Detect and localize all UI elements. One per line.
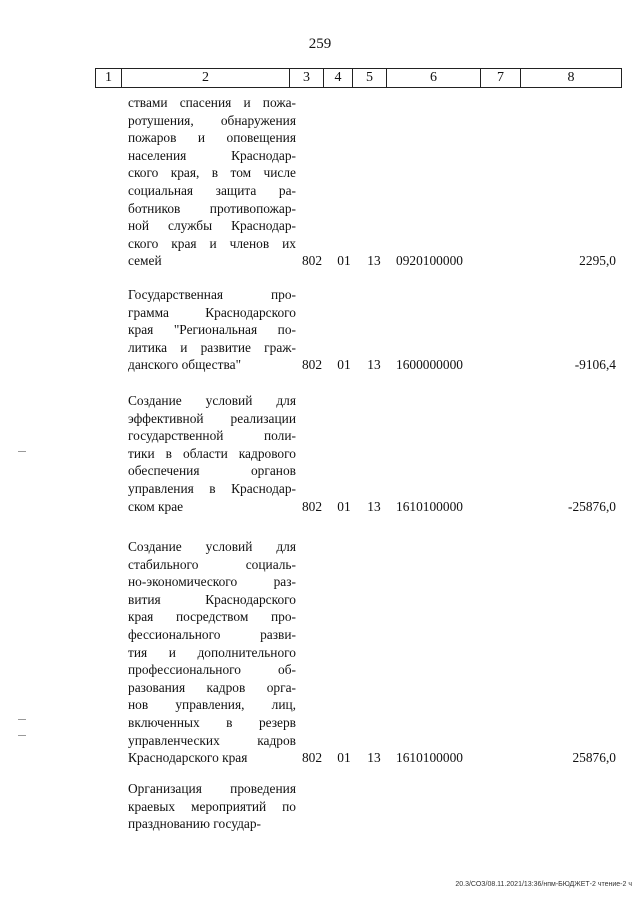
- header-col-8: 8: [567, 70, 575, 85]
- margin-mark: [18, 735, 26, 736]
- amount: -9106,4: [574, 357, 616, 373]
- target-item-code: 1610100000: [396, 498, 463, 514]
- description-line: краевых мероприятий по: [128, 798, 296, 814]
- ministry-code: 802: [301, 750, 323, 766]
- description-line: управления в Краснодар-: [128, 480, 296, 496]
- margin-mark: [18, 451, 26, 452]
- row-description: [128, 538, 296, 767]
- header-col-7: 7: [481, 69, 521, 87]
- description-line: Создание условий для: [128, 393, 296, 408]
- section-code: 01: [337, 253, 351, 269]
- description-line: ной службы Краснодар-: [128, 218, 296, 234]
- header-col-4: 4: [324, 69, 353, 87]
- section-code: 01: [337, 750, 351, 766]
- subsection-code: 13: [367, 498, 381, 514]
- description-line: социальная защита ра-: [128, 182, 296, 198]
- description-line: вития Краснодарского: [128, 591, 296, 607]
- amount: 25876,0: [572, 750, 616, 766]
- description-line: населения Краснодар-: [128, 147, 296, 163]
- description-line: Государственная про-: [128, 287, 296, 302]
- description-line: ротушения, обнаружения: [128, 112, 296, 128]
- table-header: [95, 68, 622, 88]
- description-line: стабильного социаль-: [128, 556, 296, 572]
- header-col-1: 1: [96, 69, 122, 87]
- ministry-code: [300, 815, 324, 833]
- subsection-code: 13: [367, 253, 381, 269]
- row-description: [128, 94, 296, 270]
- description-line: ботников противопожар-: [128, 200, 296, 216]
- description-line: разования кадров орга-: [128, 679, 296, 695]
- description-line: но-экономического раз-: [128, 574, 296, 590]
- description-line: Краснодарского края: [128, 750, 248, 766]
- section-code: 01: [337, 357, 351, 373]
- amount: 2295,0: [579, 253, 616, 269]
- header-col-2: 2: [122, 69, 290, 87]
- description-line: включенных в резерв: [128, 714, 296, 730]
- row-description: [128, 286, 296, 374]
- section-code: [334, 815, 354, 833]
- description-line: профессионального об-: [128, 662, 296, 678]
- subsection-code: 13: [367, 357, 381, 373]
- target-item-code: 1600000000: [396, 357, 463, 373]
- description-line: тия и дополнительного: [128, 644, 296, 660]
- description-line: управленческих кадров: [128, 732, 296, 748]
- description-line: нов управления, лиц,: [128, 697, 296, 713]
- description-line: грамма Краснодарского: [128, 304, 296, 320]
- description-line: данского общества": [128, 357, 242, 373]
- description-line: ском крае: [128, 498, 184, 514]
- subsection-code: [364, 815, 384, 833]
- margin-mark: [18, 719, 26, 720]
- description-line: обеспечения органов: [128, 463, 296, 479]
- ministry-code: 802: [301, 498, 323, 514]
- amount: [540, 815, 616, 833]
- description-line: края "Региональная по-: [128, 322, 296, 338]
- description-line: Организация проведения: [128, 781, 296, 796]
- description-line: ского края, в том числе: [128, 165, 296, 181]
- description-line: тики в области кадрового: [128, 445, 296, 461]
- description-line: фессионального разви-: [128, 626, 296, 642]
- row-description: [128, 392, 296, 515]
- amount: -25876,0: [568, 498, 616, 514]
- description-line: ского края и членов их: [128, 235, 296, 251]
- description-line: края посредством про-: [128, 609, 296, 625]
- target-item-code: [396, 815, 476, 833]
- footer-stamp: 20.3/СОЗ/08.11.2021/13:36/нпм-БЮДЖЕТ-2 чтение-2 ч: [455, 881, 632, 888]
- description-line: пожаров и оповещения: [128, 130, 296, 146]
- description-line: празднованию государ-: [128, 816, 262, 832]
- description-line: литика и развитие граж-: [128, 339, 296, 355]
- description-line: Создание условий для: [128, 539, 296, 554]
- target-item-code: 1610100000: [396, 750, 463, 766]
- header-col-3: 3: [290, 69, 324, 87]
- description-line: эффективной реализации: [128, 410, 296, 426]
- description-line: ствами спасения и пожа-: [128, 95, 296, 110]
- description-line: семей: [128, 253, 162, 269]
- ministry-code: 802: [301, 253, 323, 269]
- ministry-code: 802: [301, 357, 323, 373]
- target-item-code: 0920100000: [396, 253, 463, 269]
- page-number: 259: [308, 36, 332, 52]
- row-description: [128, 780, 296, 833]
- header-col-5: 5: [353, 69, 387, 87]
- subsection-code: 13: [367, 750, 381, 766]
- section-code: 01: [337, 498, 351, 514]
- header-col-6: 6: [387, 69, 481, 87]
- description-line: государственной поли-: [128, 428, 296, 444]
